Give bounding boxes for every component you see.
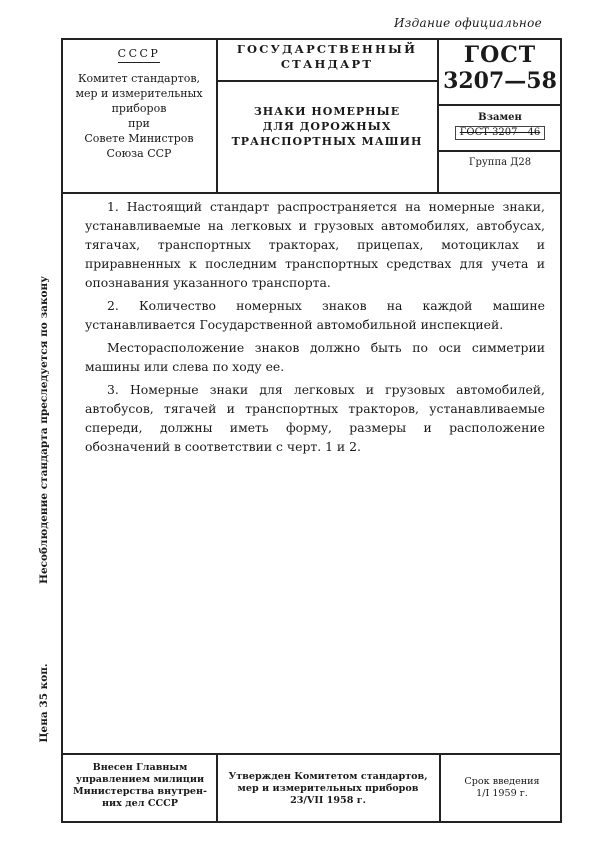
submitted-line: управлением милиции bbox=[75, 774, 205, 785]
paragraph: 2. Количество номерных знаков на каждой машине устанавливается Государственной автомобильной инспекцией. bbox=[85, 298, 545, 332]
approved-line: мер и измерительных приборов bbox=[237, 783, 419, 794]
committee-line: Совете Министров bbox=[84, 132, 194, 145]
standard-type-line: ГОСУДАРСТВЕННЫЙ bbox=[236, 42, 418, 56]
title-line: ДЛЯ ДОРОЖНЫХ bbox=[262, 120, 392, 133]
standard-title bbox=[218, 104, 436, 149]
paragraph: 3. Номерные знаки для легковых и грузовых автомобилей, автобусов, тягачей и транспортных тракторов, устанавливаемые спереди, должны иметь форму, размеры и расположение обозначений в соответствии с черт. 1 и 2. bbox=[85, 382, 545, 454]
gost-designation bbox=[438, 42, 562, 94]
replaces-value: ГОСТ 3207—46 bbox=[455, 126, 546, 140]
issuing-committee bbox=[63, 46, 215, 161]
submitted-line: Министерства внутрен- bbox=[72, 786, 208, 797]
committee-line: мер и измерительных bbox=[75, 87, 203, 100]
side-note-text: Несоблюдение стандарта преследуется по закону bbox=[38, 276, 50, 584]
document-frame bbox=[61, 38, 562, 823]
approved-by bbox=[218, 771, 438, 807]
gost-label: ГОСТ bbox=[463, 42, 537, 68]
gost-number: 3207—58 bbox=[443, 68, 557, 94]
paragraph: Месторасположение знаков должно быть по оси симметрии машины или слева по ходу ее. bbox=[85, 340, 545, 374]
header-bottom-line bbox=[63, 192, 561, 194]
standard-type-line: СТАНДАРТ bbox=[280, 57, 374, 71]
body-text bbox=[85, 197, 545, 460]
replaces-block bbox=[438, 112, 562, 140]
header-middle-line bbox=[217, 80, 438, 82]
paragraph: 1. Настоящий стандарт распространяется на номерные знаки, устанавливаемые на легковых и грузовых автомобилях, автобусах, тягачах, транспортных тракторах, прицепах, мотоциклах и приравненных к последним транспортных средствах для учета и опознавания указанного транспорта. bbox=[85, 199, 545, 290]
committee-line: при bbox=[128, 117, 150, 130]
price-note bbox=[34, 658, 54, 748]
committee-line: приборов bbox=[111, 102, 167, 115]
approved-line: Утвержден Комитетом стандартов, bbox=[228, 771, 428, 782]
title-line: ЗНАКИ НОМЕРНЫЕ bbox=[253, 105, 401, 118]
legal-side-note bbox=[34, 270, 54, 590]
committee-line: Комитет стандартов, bbox=[77, 72, 201, 85]
title-line: ТРАНСПОРТНЫХ МАШИН bbox=[231, 135, 423, 148]
effective-line: 1/I 1959 г. bbox=[476, 788, 528, 799]
replaces-label: Взамен bbox=[478, 112, 522, 123]
replaces-bottom-line bbox=[438, 150, 561, 152]
submitted-line: Внесен Главным bbox=[92, 762, 188, 773]
edition-label: Издание официальное bbox=[393, 16, 542, 30]
submitted-by bbox=[63, 762, 217, 810]
price-text: Цена 35 коп. bbox=[38, 663, 50, 743]
committee-line: Союза ССР bbox=[106, 147, 172, 160]
effective-line: Срок введения bbox=[464, 776, 540, 787]
footer-top-line bbox=[63, 753, 561, 755]
ussr-title: СССР bbox=[118, 46, 161, 63]
group-label: Группа Д28 bbox=[468, 157, 532, 168]
approved-line: 23/VII 1958 г. bbox=[290, 795, 366, 806]
submitted-line: них дел СССР bbox=[102, 798, 178, 809]
standard-type bbox=[218, 42, 436, 72]
gost-bottom-line bbox=[438, 104, 561, 106]
effective-date bbox=[441, 776, 563, 800]
